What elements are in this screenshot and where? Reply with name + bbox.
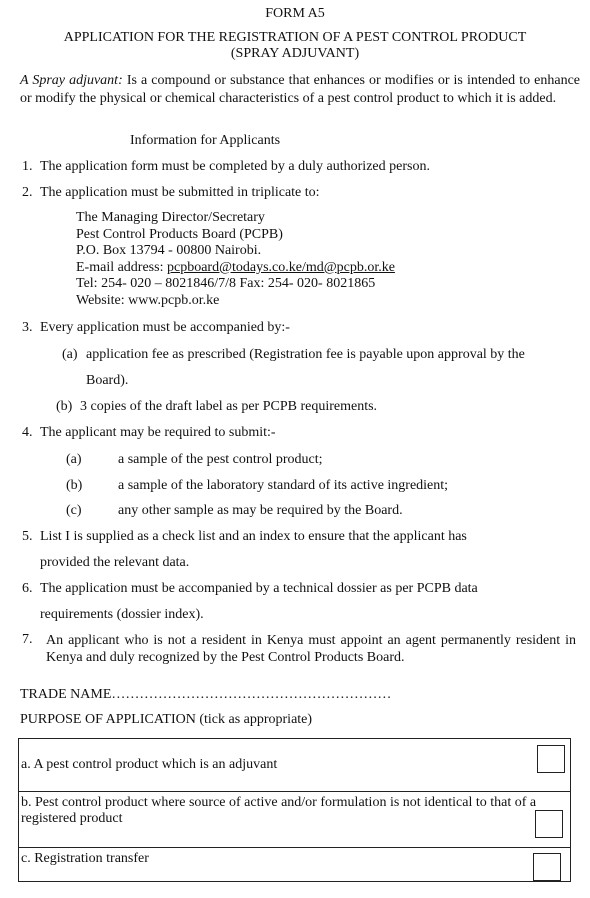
item-3b-text: 3 copies of the draft label as per PCPB requirements. [80, 399, 378, 414]
item-4-text: The applicant may be required to submit:- [40, 425, 276, 440]
purpose-option-c-label: c. Registration transfer [21, 851, 149, 866]
email-link[interactable]: pcpboard@todays.co.ke/md@pcpb.or.ke [166, 259, 395, 275]
info-heading: Information for Applicants [130, 133, 281, 148]
item-3-text: Every application must be accompanied by:- [40, 320, 290, 335]
item-3-number: 3. [22, 320, 33, 335]
purpose-row-a [19, 739, 571, 792]
item-3a-text-line2: Board). [86, 373, 129, 388]
item-4b-label: (b) [66, 478, 83, 493]
purpose-option-a-checkbox[interactable] [537, 745, 565, 773]
address-line1: The Managing Director/Secretary [76, 210, 265, 225]
email-label: E-mail address: [76, 259, 167, 275]
address-line2: Pest Control Products Board (PCPB) [76, 226, 283, 242]
item-5-text-line1: List I is supplied as a check list and an index to ensure that the applicant has [40, 529, 467, 544]
item-3b-label: (b) [56, 399, 73, 414]
item-4b-text: a sample of the laboratory standard of its active ingredient; [118, 478, 449, 493]
purpose-options-table [18, 738, 571, 882]
item-4c-label: (c) [66, 503, 82, 518]
item-4a-text: a sample of the pest control product; [118, 452, 323, 467]
trade-name-field[interactable]: TRADE NAME…………………………………………………… [20, 687, 392, 702]
item-6-text-line1: The application must be accompanied by a technical dossier as per PCPB data [40, 581, 478, 596]
item-2-number: 2. [22, 185, 33, 200]
item-6-text-line2: requirements (dossier index). [40, 607, 204, 622]
item-5-text-line2: provided the relevant data. [40, 555, 190, 570]
purpose-row-c [19, 848, 571, 882]
purpose-option-a-label: a. A pest control product which is an adjuvant [21, 757, 278, 772]
item-3a-label: (a) [62, 347, 78, 362]
tel-line: Tel: 254- 020 – 8021846/7/8 Fax: 254- 020- 8021865 [76, 276, 376, 292]
form-title-line1: APPLICATION FOR THE REGISTRATION OF A PEST CONTROL PRODUCT [63, 30, 527, 45]
website-line: Website: www.pcpb.or.ke [76, 292, 220, 308]
definition-paragraph [20, 72, 580, 107]
purpose-option-b-checkbox[interactable] [535, 810, 563, 838]
address-line3: P.O. Box 13794 - 00800 Nairobi. [76, 243, 262, 259]
purpose-option-c-checkbox[interactable] [533, 853, 561, 881]
item-3a-text-line1: application fee as prescribed (Registration fee is payable upon approval by the [86, 347, 525, 362]
item-1-text: The application form must be completed by a duly authorized person. [40, 159, 430, 174]
item-5-number: 5. [22, 529, 33, 544]
form-number: FORM A5 [265, 6, 325, 21]
definition-text: Is a compound or substance that enhances or modifies or is intended to enhance or modify the physical or chemical characteristics of a pest control product to which it is added. [20, 73, 581, 106]
item-1-number: 1. [22, 159, 33, 174]
form-title-line2: (SPRAY ADJUVANT) [230, 46, 360, 61]
item-7-text: An applicant who is not a resident in Kenya must appoint an agent permanently resident in Kenya and duly recognized by the Pest Control Products Board. [46, 633, 576, 665]
purpose-option-b-label: b. Pest control product where source of active and/or formulation is not identical to that of a registered product [21, 795, 537, 826]
item-4-number: 4. [22, 425, 33, 440]
email-line [76, 260, 395, 277]
item-2-text: The application must be submitted in triplicate to: [40, 185, 320, 200]
address-block [76, 210, 395, 310]
purpose-heading: PURPOSE OF APPLICATION (tick as appropriate) [20, 712, 313, 727]
item-4a-label: (a) [66, 452, 82, 467]
item-6-number: 6. [22, 581, 33, 596]
item-7-number: 7. [22, 632, 33, 647]
definition-term: A Spray adjuvant: [20, 73, 123, 88]
purpose-row-b [19, 792, 571, 848]
item-4c-text: any other sample as may be required by the Board. [118, 503, 403, 518]
